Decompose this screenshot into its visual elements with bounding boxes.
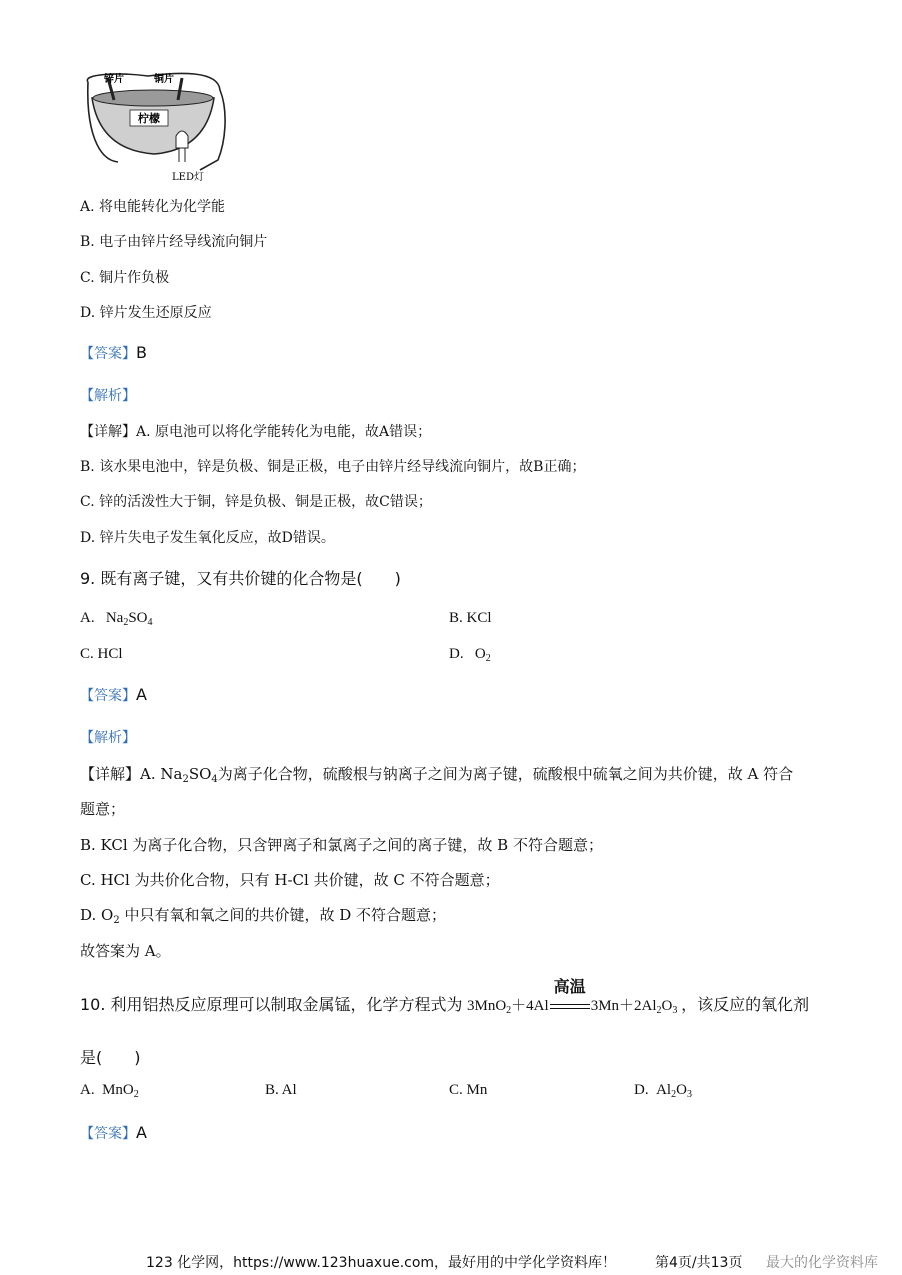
q8-detail-d: D. 锌片失电子发生氧化反应，故D错误。 (80, 530, 335, 546)
q8-option-d: D. 锌片发生还原反应 (80, 305, 212, 321)
q8-answer: B (136, 343, 147, 362)
q10-option-d: D. $Al_2O_3$ (634, 1082, 692, 1100)
lemon-battery-figure (78, 70, 230, 188)
answer-tag: 【答案】 (80, 346, 136, 362)
footer-site-text: 123 化学网，https://www.123huaxue.com，最好用的中学化学资料库！ (146, 1255, 617, 1271)
detail-tag: 【详解】 (80, 424, 136, 440)
zinc-label: 锌片 (104, 74, 124, 85)
q10-option-a: A. MnO$_2$ (80, 1082, 139, 1100)
copper-label: 铜片 (154, 74, 174, 85)
q9-option-c: C. HCl (80, 646, 123, 662)
q9-detail-d: D. $O_2$ 中只有氧和氧之间的共价键，故 D 不符合题意； (80, 906, 447, 926)
q9-detail-a-cont: 题意； (80, 800, 126, 818)
page-footer (0, 1250, 902, 1274)
q9-option-b: B. KCl (449, 610, 492, 626)
led-bulb-icon (176, 131, 188, 148)
q8-detail-a (80, 421, 431, 441)
reaction-condition: 高温 (553, 976, 586, 996)
q10-stem-pre: 10. 利用铝热反应原理可以制取金属锰，化学方程式为 (80, 995, 463, 1014)
q9-option-a-prefix: A. (80, 610, 95, 626)
q8-analysis-line (80, 385, 136, 405)
q9-answer: A (136, 685, 147, 704)
q10-equation: 3MnO$_2$＋4Al 高温 $3Mn+2Al_2O_3$ (467, 998, 681, 1014)
q8-option-b: B. 电子由锌片经导线流向铜片 (80, 234, 268, 250)
q9-option-a (80, 610, 153, 627)
q9-option-d-prefix: D. (449, 646, 464, 662)
detail-tag: 【详解】 (80, 765, 141, 783)
q9-detail-a: 【详解】A. $Na_2SO_4$为离子化合物，硫酸根与钠离子之间为离子键，硫酸根中硫氧之间为共价键，故 A 符合 (80, 765, 794, 785)
led-label: LED灯 (172, 172, 204, 183)
q8-detail-a-text: A. 原电池可以将化学能转化为电能，故A错误； (136, 424, 432, 440)
q8-answer-line (80, 343, 147, 363)
q10-stem-post: ，该反应的氧化剂 (681, 995, 810, 1014)
q8-option-c: C. 铜片作负极 (80, 270, 170, 286)
q10-answer: A (136, 1123, 147, 1142)
q8-option-a: A. 将电能转化为化学能 (80, 199, 226, 215)
q8-detail-b: B. 该水果电池中，锌是负极、铜是正极，电子由锌片经导线流向铜片，故B正确； (80, 459, 586, 475)
q10-answer-line (80, 1123, 147, 1143)
footer-page-info: 第4页/共13页 (655, 1255, 743, 1271)
q9-option-a-formula: $Na_2SO_4$ (105, 610, 153, 628)
q9-option-d-formula: $O_2$ (474, 646, 491, 664)
q9-analysis-line (80, 727, 136, 747)
q9-detail-b: B. KCl 为离子化合物，只含钾离子和氯离子之间的离子键，故 B 不符合题意； (80, 836, 603, 854)
equation-arrow (550, 976, 590, 1014)
q10-option-c: C. Mn (449, 1082, 488, 1098)
analysis-tag: 【解析】 (80, 388, 136, 404)
q9-stem: 9. 既有离子键，又有共价键的化合物是( ) (80, 569, 401, 588)
q9-conclusion: 故答案为 A。 (80, 942, 171, 960)
q9-detail-c: C. HCl 为共价化合物，只有 H-Cl 共价键，故 C 不符合题意； (80, 871, 500, 889)
answer-tag: 【答案】 (80, 1126, 136, 1142)
q10-stem-cont: 是( ) (80, 1048, 141, 1067)
analysis-tag: 【解析】 (80, 730, 136, 746)
q10-stem (80, 976, 810, 1016)
answer-tag: 【答案】 (80, 688, 136, 704)
q9-option-d (449, 646, 491, 663)
q9-answer-line (80, 685, 147, 705)
lemon-label: 柠檬 (138, 112, 160, 125)
footer-watermark: 最大的化学资料库 (766, 1255, 878, 1271)
q10-option-b: B. Al (265, 1082, 297, 1098)
q8-detail-c: C. 锌的活泼性大于铜，锌是负极、铜是正极，故C错误； (80, 494, 432, 510)
